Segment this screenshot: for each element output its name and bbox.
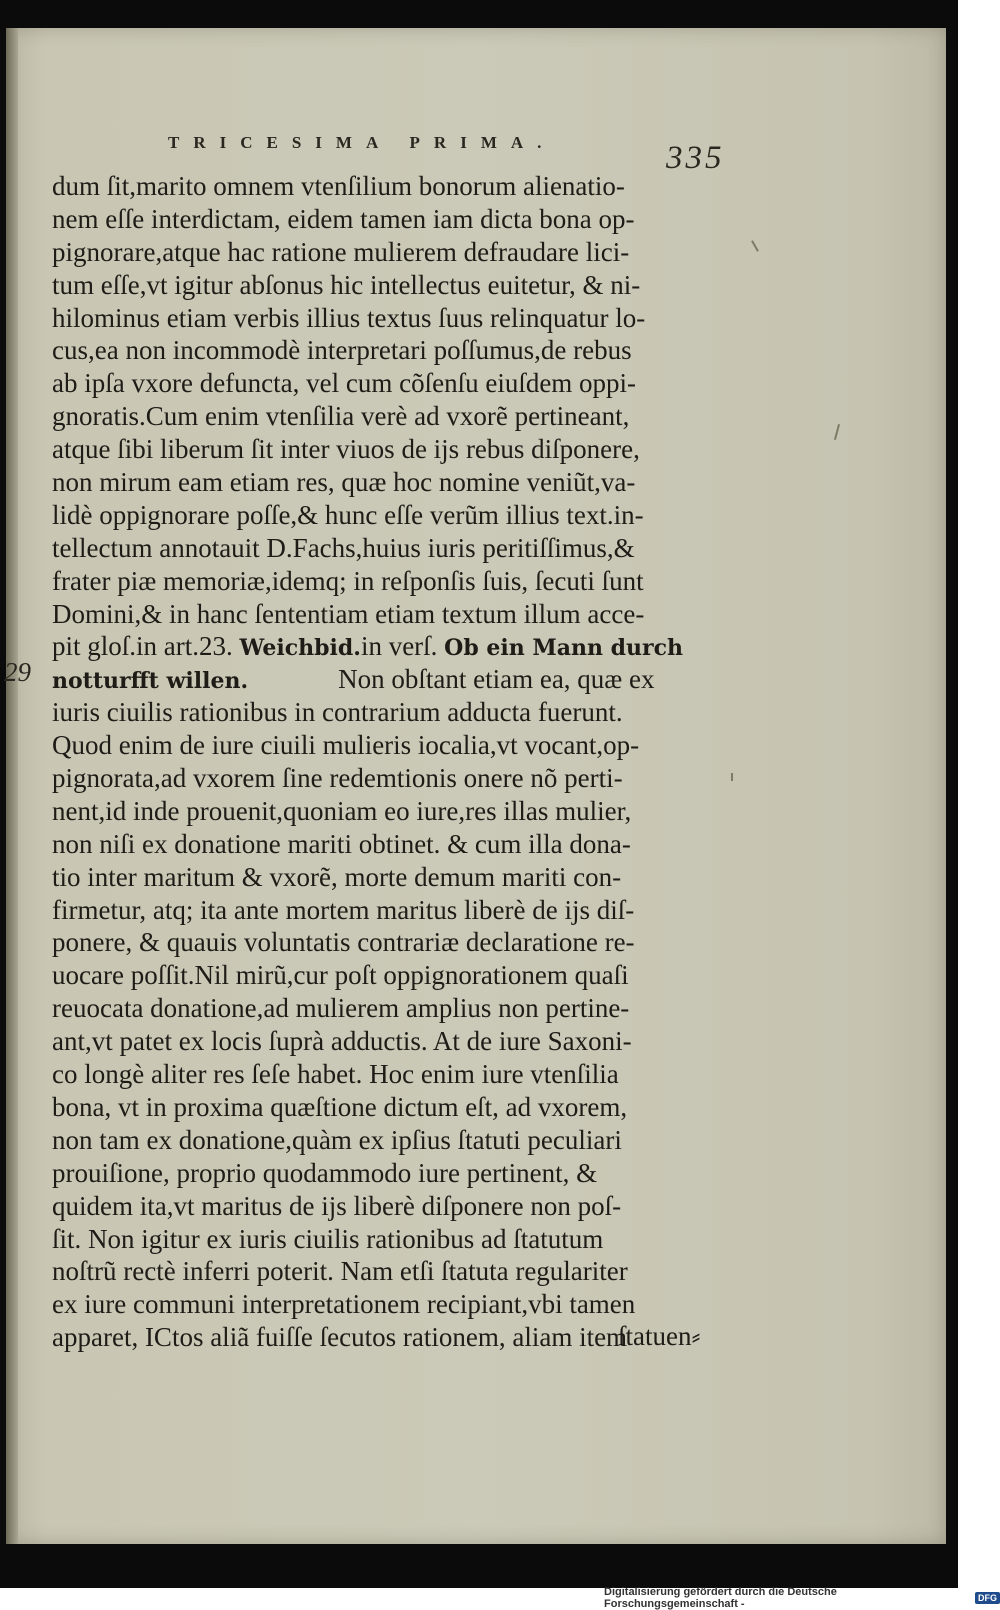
page-gutter-edge (6, 28, 18, 1544)
text-line: reuocata donatione,ad mulierem amplius non pertine- (52, 993, 630, 1024)
blackletter-quote-end: notturfft willen. (52, 668, 249, 695)
blackletter-weichbild: Weichbid. (239, 635, 361, 662)
text-line: uocare poſſit.Nil mirũ,cur poſt oppignorationem quaſi (52, 960, 629, 991)
page-number: 335 (666, 140, 725, 176)
text-line: atque ſibi liberum ſit inter viuos de ijs rebus diſponere, (52, 434, 640, 465)
text-line: ex iure communi interpretationem recipiant,vbi tamen (52, 1289, 636, 1320)
text-line: pignorare,atque hac ratione mulierem defraudare lici- (52, 236, 630, 267)
catchword: ſtatuen⸗ (618, 1321, 701, 1351)
text-line: co longè aliter res ſeſe habet. Hoc enim iure vtenſilia (52, 1059, 619, 1090)
citation-prefix: pit gloſ.in art.23. (52, 631, 233, 662)
text-line: pignorata,ad vxorem ſine redemtionis onere nõ perti- (52, 763, 623, 794)
text-line: cus,ea non incommodè interpretari poſſumus,de rebus (52, 335, 632, 366)
text-line-rest: Non obſtant etiam ea, quæ ex (338, 664, 655, 695)
text-line: Domini,& in hanc ſententiam etiam textum illum acce- (52, 598, 645, 629)
text-line: quidem ita,vt maritus de ijs liberè diſponere non poſ- (52, 1190, 622, 1221)
margin-number: 29 (4, 657, 31, 687)
text-line: prouiſione, proprio quodammodo iure pertinent, & (52, 1157, 598, 1188)
text-line: frater piæ memoriæ,idemq; in reſponſis ſuis, ſecuti ſunt (52, 565, 644, 596)
text-line: non niſi ex donatione mariti obtinet. & cum illa dona- (52, 828, 631, 859)
text-line: ponere, & quauis voluntatis contrariæ declaratione re- (52, 927, 635, 958)
text-line: ab ipſa vxore defuncta, vel cum cõſenſu eiuſdem oppi- (52, 368, 637, 399)
text-line: non tam ex donatione,quàm ex ipſius ſtatuti peculiari (52, 1124, 622, 1155)
text-line: lidè oppignorare poſſe,& hunc eſſe verũm illius text.in- (52, 499, 644, 530)
blackletter-quote-start: Ob ein Mann durch (444, 635, 684, 662)
text-line: noſtrũ rectè inferri poterit. Nam etſi ſtatuta regulariter (52, 1256, 628, 1287)
text-line: firmetur, atq; ita ante mortem maritus liberè de ijs diſ- (52, 894, 635, 925)
text-line: iuris ciuilis rationibus in contrarium adducta fuerunt. (52, 697, 623, 728)
text-line: gnoratis.Cum enim vtenſilia verè ad vxorẽ pertineant, (52, 401, 630, 432)
body-text (52, 170, 732, 1354)
running-head: TRICESIMA PRIMA. (168, 133, 556, 152)
text-line: Quod enim de iure ciuili mulieris iocalia,vt vocant,op- (52, 730, 640, 761)
citation-mid: in verſ. (360, 631, 438, 662)
digitization-credit (604, 1586, 1000, 1610)
text-line: bona, vt in proxima quæſtione dictum eſt, ad vxorem, (52, 1091, 628, 1122)
text-line: nem eſſe interdictam, eidem tamen iam dicta bona op- (52, 203, 635, 234)
text-line: dum ſit,marito omnem vtenſilium bonorum alienatio- (52, 171, 625, 201)
text-line: ant,vt patet ex locis ſuprà adductis. At de iure Saxoni- (52, 1026, 632, 1057)
text-line: ſit. Non igitur ex iuris ciuilis rationibus ad ſtatutum (52, 1223, 604, 1254)
ink-speck (731, 773, 733, 781)
text-line: tellectum annotauit D.Fachs,huius iuris peritiſſimus,& (52, 532, 635, 563)
text-line: non mirum eam etiam res, quæ hoc nomine veniũt,va- (52, 467, 636, 498)
text-line: tio inter maritum & vxorẽ, morte demum mariti con- (52, 861, 622, 892)
text-line: tum eſſe,vt igitur abſonus hic intellectus euitetur, & ni- (52, 269, 641, 300)
text-line: nent,id inde prouenit,quoniam eo iure,res illas mulier, (52, 795, 632, 826)
text-line-weichbild (52, 630, 732, 663)
text-line-notturfft (52, 663, 732, 696)
credit-text: Digitalisierung gefördert durch die Deutsche Forschungsgemeinschaft - (604, 1586, 837, 1610)
text-line: hilominus etiam verbis illius textus ſuus relinquatur lo- (52, 302, 646, 333)
dfg-logo: DFG (975, 1592, 1000, 1604)
text-line: apparet, ICtos aliã fuiſſe ſecutos rationem, aliam item (52, 1322, 628, 1353)
